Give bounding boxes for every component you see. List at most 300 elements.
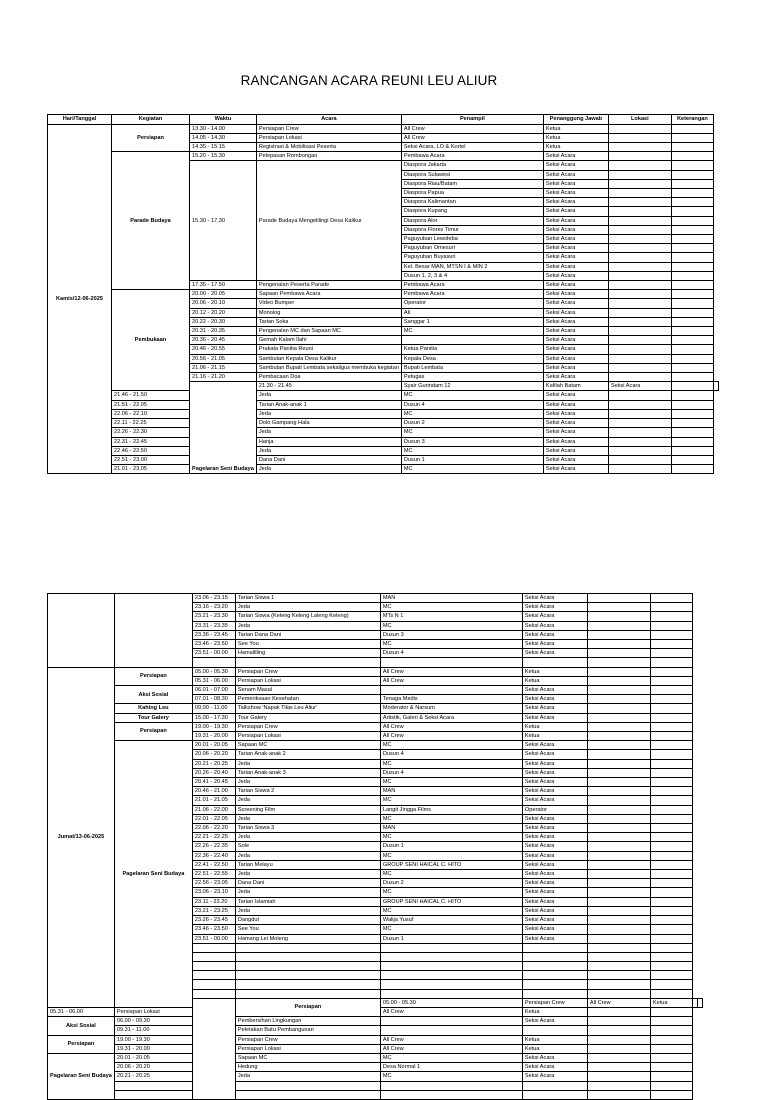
table-row [48, 290, 719, 299]
keterangan-cell [650, 879, 692, 888]
penampil-cell: Dusun 1 [401, 455, 543, 464]
col-header-penampil: Penampil [401, 115, 543, 125]
kegiatan-cell: Pagelaran Seni Budaya [48, 1054, 115, 1100]
lokasi-cell [608, 299, 671, 308]
lokasi-cell [587, 750, 650, 759]
penanggung-jawab-cell: Seksi Acara [543, 465, 608, 474]
keterangan-cell [650, 989, 692, 998]
penanggung-jawab-cell: Seksi Acara [522, 796, 587, 805]
table-row [48, 400, 719, 409]
keterangan-cell [650, 962, 692, 971]
keterangan-cell [671, 179, 713, 188]
waktu-cell: 19.00 - 19.30 [114, 1035, 192, 1044]
penampil-cell: Seksi Acara, LO & Kortel [401, 143, 543, 152]
keterangan-cell [671, 299, 713, 308]
penanggung-jawab-cell: Seksi Acara [522, 640, 587, 649]
lokasi-cell [587, 768, 650, 777]
penampil-cell: All Crew [380, 1008, 522, 1017]
penampil-cell: MC [380, 925, 522, 934]
waktu-cell: 05.31 - 06.00 [48, 1008, 115, 1017]
table-row [48, 594, 703, 603]
lokasi-cell [608, 225, 671, 234]
penampil-cell: All Crew [380, 676, 522, 685]
waktu-cell: 20.46 - 20.55 [190, 345, 257, 354]
penanggung-jawab-cell: Ketua [650, 998, 692, 1007]
acara-cell: Jeda [256, 409, 401, 418]
lokasi-cell [671, 382, 713, 391]
penanggung-jawab-cell: Seksi Acara [543, 207, 608, 216]
acara-cell: Hedung [235, 1063, 380, 1072]
waktu-cell: 23.06 - 23.15 [192, 594, 235, 603]
lokasi-cell [587, 732, 650, 741]
lokasi-cell [608, 170, 671, 179]
lokasi-cell [587, 888, 650, 897]
table-row [48, 1063, 703, 1072]
penampil-cell [380, 658, 522, 667]
waktu-cell: 22.51 - 22.55 [192, 870, 235, 879]
table-row [48, 455, 719, 464]
lokasi-cell [608, 207, 671, 216]
acara-cell: Persiapan Lokasi [256, 133, 401, 142]
keterangan-cell [671, 373, 713, 382]
lokasi-cell [608, 244, 671, 253]
keterangan-cell [650, 630, 692, 639]
waktu-cell: 23.51 - 00.00 [192, 649, 235, 658]
lokasi-cell [608, 373, 671, 382]
keterangan-cell [650, 722, 692, 731]
waktu-cell [192, 943, 235, 952]
penampil-cell: Tenaga Medis [380, 695, 522, 704]
keterangan-cell [650, 971, 692, 980]
keterangan-cell [671, 271, 713, 280]
kegiatan-cell: Persiapan [112, 124, 190, 152]
acara-cell: Persiapan Crew [235, 1035, 380, 1044]
waktu-cell: 15.20 - 15.30 [190, 152, 257, 161]
keterangan-cell [650, 888, 692, 897]
penanggung-jawab-cell: Seksi Acara [522, 741, 587, 750]
penampil-cell: MC [380, 906, 522, 915]
waktu-cell: 22.06 - 22.10 [112, 409, 190, 418]
keterangan-cell [650, 612, 692, 621]
acara-cell: Dangdut [235, 916, 380, 925]
lokasi-cell [587, 824, 650, 833]
penanggung-jawab-cell [522, 989, 587, 998]
lokasi-cell [608, 446, 671, 455]
acara-cell: Jeda [256, 391, 401, 400]
waktu-cell: 21.01 - 23.05 [112, 465, 190, 474]
penanggung-jawab-cell: Seksi Acara [543, 373, 608, 382]
keterangan-cell [650, 787, 692, 796]
waktu-cell: 06.00 - 09.30 [114, 1017, 192, 1026]
penampil-cell: MC [401, 428, 543, 437]
waktu-cell: 20.21 - 20.25 [114, 1072, 192, 1081]
penampil-cell: Langit Jingga Films [380, 805, 522, 814]
kegiatan-cell: Pembukaan [112, 290, 190, 391]
keterangan-cell [671, 281, 713, 290]
penampil-cell: Diaspora Riau/Batam [401, 179, 543, 188]
col-header-penanggung-jawab: Penanggung Jawab [543, 115, 608, 125]
acara-cell: Jeda [235, 759, 380, 768]
acara-cell: Pembersihan Lingkungan [235, 1017, 380, 1026]
penampil-cell: Paguyuban Buyasuri [401, 253, 543, 262]
penanggung-jawab-cell: Seksi Acara [522, 759, 587, 768]
keterangan-cell [650, 686, 692, 695]
lokasi-cell [608, 161, 671, 170]
penampil-cell: All Crew [401, 124, 543, 133]
waktu-cell: 07.01 - 08.30 [192, 695, 235, 704]
penampil-cell: GROUP SENI HAICAL C. HITO [380, 860, 522, 869]
lokasi-cell [587, 603, 650, 612]
lokasi-cell [587, 860, 650, 869]
waktu-cell: 20.06 - 20.20 [192, 750, 235, 759]
penampil-cell [380, 971, 522, 980]
waktu-cell: 14.05 - 14.30 [190, 133, 257, 142]
penanggung-jawab-cell: Seksi Acara [543, 317, 608, 326]
penampil-cell: Moderator & Narsum [380, 704, 522, 713]
lokasi-cell [608, 189, 671, 198]
keterangan-cell [697, 998, 702, 1007]
waktu-cell: 13.30 - 14.00 [190, 124, 257, 133]
penampil-cell: All Crew [380, 732, 522, 741]
schedule-table-page-1 [47, 114, 719, 474]
penanggung-jawab-cell: Operator [522, 805, 587, 814]
document-title: RANCANGAN ACARA REUNI LEU ALIUR [240, 73, 498, 88]
lokasi-cell [587, 805, 650, 814]
lokasi-cell [587, 612, 650, 621]
acara-cell: See You [235, 925, 380, 934]
penampil-cell: MAN [380, 824, 522, 833]
waktu-cell: 22.36 - 22.40 [192, 851, 235, 860]
penanggung-jawab-cell [522, 952, 587, 961]
keterangan-cell [650, 750, 692, 759]
lokasi-cell [608, 133, 671, 142]
penampil-cell: All Crew [587, 998, 650, 1007]
acara-cell [235, 962, 380, 971]
penanggung-jawab-cell: Seksi Acara [543, 446, 608, 455]
waktu-cell: 22.46 - 22.50 [112, 446, 190, 455]
lokasi-cell [587, 870, 650, 879]
acara-cell: Syair Gurindam 12 [401, 382, 543, 391]
waktu-cell: 21.06 - 21.15 [190, 363, 257, 372]
acara-cell: Persiapan Lokasi [235, 732, 380, 741]
keterangan-cell [650, 778, 692, 787]
table-row [48, 1017, 703, 1026]
acara-cell: Screening Film [235, 805, 380, 814]
keterangan-cell [650, 768, 692, 777]
keterangan-cell [671, 207, 713, 216]
lokasi-cell [587, 842, 650, 851]
penampil-cell: Kafilah Batam [543, 382, 608, 391]
penanggung-jawab-cell: Seksi Acara [522, 870, 587, 879]
penanggung-jawab-cell [522, 962, 587, 971]
acara-cell: Persiapan Lokasi [235, 1044, 380, 1053]
acara-cell: Sambutan Bupati Lembata sekaligus membuka kegiatan [256, 363, 401, 372]
acara-cell [235, 989, 380, 998]
kegiatan-cell: Persiapan [48, 1035, 115, 1053]
waktu-cell: 22.41 - 22.50 [192, 860, 235, 869]
lokasi-cell [608, 428, 671, 437]
penanggung-jawab-cell: Seksi Acara [522, 630, 587, 639]
penanggung-jawab-cell: Seksi Acara [522, 612, 587, 621]
penampil-cell: MC [380, 814, 522, 823]
waktu-cell: 20.46 - 21.00 [192, 787, 235, 796]
keterangan-cell [671, 455, 713, 464]
keterangan-cell [650, 649, 692, 658]
penanggung-jawab-cell: Seksi Acara [543, 170, 608, 179]
penampil-cell: Dusun 4 [380, 750, 522, 759]
keterangan-cell [650, 1054, 692, 1063]
acara-cell: Persiapan Crew [522, 998, 587, 1007]
table-row [48, 409, 719, 418]
penampil-cell [380, 1090, 522, 1099]
lokasi-cell [608, 317, 671, 326]
penanggung-jawab-cell: Seksi Acara [522, 603, 587, 612]
waktu-cell: 19.31 - 20.00 [192, 732, 235, 741]
acara-cell: Gemah Kalam Ilahi [256, 336, 401, 345]
waktu-cell: 17.35 - 17.50 [190, 281, 257, 290]
penampil-cell: MC [380, 851, 522, 860]
lokasi-cell [587, 879, 650, 888]
keterangan-cell [671, 391, 713, 400]
acara-cell: Persiapan Crew [256, 124, 401, 133]
lokasi-cell [587, 943, 650, 952]
acara-cell: Sapaan Pembawa Acara [256, 290, 401, 299]
table-row [48, 124, 719, 133]
acara-cell: Pemeriksaan Kesehatan [235, 695, 380, 704]
waktu-cell: 20.06 - 20.10 [190, 299, 257, 308]
waktu-cell: 23.36 - 23.45 [192, 630, 235, 639]
penampil-cell [380, 943, 522, 952]
keterangan-cell [671, 345, 713, 354]
lokasi-cell [587, 796, 650, 805]
keterangan-cell [650, 713, 692, 722]
keterangan-cell [671, 216, 713, 225]
penanggung-jawab-cell: Seksi Acara [543, 455, 608, 464]
penanggung-jawab-cell: Seksi Acara [543, 345, 608, 354]
acara-cell: Pengenalan MC dan Sapaan MC [256, 327, 401, 336]
penampil-cell: MC [380, 778, 522, 787]
schedule-body-page-1 [48, 124, 719, 474]
penampil-cell: Kepala Desa [401, 354, 543, 363]
lokasi-cell [587, 952, 650, 961]
keterangan-cell [671, 253, 713, 262]
acara-cell: Dana Dani [256, 455, 401, 464]
waktu-cell [192, 980, 235, 989]
waktu-cell: 15.30 - 17.30 [190, 161, 257, 281]
penampil-cell: MC [380, 741, 522, 750]
penanggung-jawab-cell: Seksi Acara [543, 354, 608, 363]
acara-cell: Peletakan Batu Pembangunan [235, 1026, 380, 1035]
acara-cell: Jeda [235, 851, 380, 860]
penampil-cell: Diaspora Papua [401, 189, 543, 198]
penanggung-jawab-cell: Seksi Acara [543, 262, 608, 271]
penanggung-jawab-cell: Seksi Acara [543, 419, 608, 428]
penanggung-jawab-cell: Seksi Acara [608, 382, 671, 391]
waktu-cell: 20.31 - 20.35 [190, 327, 257, 336]
acara-cell: Jeda [235, 906, 380, 915]
waktu-cell: 20.41 - 20.45 [192, 778, 235, 787]
keterangan-cell [671, 143, 713, 152]
penanggung-jawab-cell: Seksi Acara [522, 686, 587, 695]
lokasi-cell [587, 980, 650, 989]
acara-cell: Pelepasan Rombongan [256, 152, 401, 161]
lokasi-cell [608, 198, 671, 207]
lokasi-cell [587, 1063, 650, 1072]
lokasi-cell [587, 722, 650, 731]
waktu-cell: 15.00 - 17.30 [192, 713, 235, 722]
lokasi-cell [608, 308, 671, 317]
acara-cell: Tarian Siswa 2 [235, 787, 380, 796]
penampil-cell [380, 686, 522, 695]
penampil-cell: MC [380, 870, 522, 879]
lokasi-cell [608, 235, 671, 244]
acara-cell: Jeda [235, 603, 380, 612]
acara-cell: Tarian Islamiah [235, 897, 380, 906]
penampil-cell: Operator [401, 299, 543, 308]
penampil-cell: MC [401, 391, 543, 400]
penanggung-jawab-cell [522, 1081, 587, 1090]
penanggung-jawab-cell: Seksi Acara [543, 428, 608, 437]
penanggung-jawab-cell: Ketua [543, 124, 608, 133]
kegiatan-cell: Persiapan [114, 667, 192, 685]
day-cell [192, 998, 235, 1099]
penanggung-jawab-cell: Seksi Acara [543, 391, 608, 400]
keterangan-cell [650, 741, 692, 750]
penanggung-jawab-cell: Seksi Acara [522, 713, 587, 722]
waktu-cell: 23.16 - 23.20 [192, 603, 235, 612]
lokasi-cell [587, 897, 650, 906]
penampil-cell: MC [401, 409, 543, 418]
kegiatan-cell: Aksi Sosial [48, 1017, 115, 1035]
keterangan-cell [650, 603, 692, 612]
lokasi-cell [587, 695, 650, 704]
lokasi-cell [608, 363, 671, 372]
lokasi-cell [608, 262, 671, 271]
keterangan-cell [650, 594, 692, 603]
keterangan-cell [650, 833, 692, 842]
penanggung-jawab-cell: Seksi Acara [543, 327, 608, 336]
table-row [48, 1026, 703, 1035]
table-row [48, 704, 703, 713]
penanggung-jawab-cell: Seksi Acara [522, 1063, 587, 1072]
lokasi-cell [608, 179, 671, 188]
keterangan-cell [671, 308, 713, 317]
waktu-cell: 20.12 - 20.20 [190, 308, 257, 317]
table-row [48, 1054, 703, 1063]
acara-cell [235, 980, 380, 989]
penanggung-jawab-cell: Seksi Acara [522, 1072, 587, 1081]
lokasi-cell [608, 281, 671, 290]
acara-cell: Dolo Gampang Hala [256, 419, 401, 428]
penanggung-jawab-cell: Seksi Acara [543, 161, 608, 170]
acara-cell: Jeda [256, 428, 401, 437]
penampil-cell: Dusun 4 [380, 768, 522, 777]
waktu-cell: 09.31 - 11.00 [114, 1026, 192, 1035]
penampil-cell: Diaspora Flores Timur [401, 225, 543, 234]
penampil-cell: MC [380, 621, 522, 630]
keterangan-cell [650, 934, 692, 943]
waktu-cell: 06.01 - 07.00 [192, 686, 235, 695]
col-header-keterangan: Keterangan [671, 115, 713, 125]
waktu-cell [192, 952, 235, 961]
waktu-cell [192, 971, 235, 980]
penampil-cell: Pembawa Acara [401, 281, 543, 290]
penanggung-jawab-cell: Ketua [522, 1035, 587, 1044]
penanggung-jawab-cell: Seksi Acara [543, 281, 608, 290]
keterangan-cell [650, 805, 692, 814]
acara-cell: Hamalilling [235, 649, 380, 658]
penanggung-jawab-cell: Seksi Acara [543, 216, 608, 225]
penampil-cell: All Crew [380, 1035, 522, 1044]
keterangan-cell [671, 290, 713, 299]
penanggung-jawab-cell: Seksi Acara [543, 179, 608, 188]
table-row [48, 1090, 703, 1099]
lokasi-cell [587, 989, 650, 998]
penampil-cell: MC [380, 796, 522, 805]
lokasi-cell [608, 354, 671, 363]
penanggung-jawab-cell: Seksi Acara [522, 768, 587, 777]
penampil-cell: Dusun 2 [380, 879, 522, 888]
waktu-cell: 05.00 - 05.30 [380, 998, 522, 1007]
lokasi-cell [587, 778, 650, 787]
lokasi-cell [587, 741, 650, 750]
penampil-cell: All Crew [380, 722, 522, 731]
lokasi-cell [587, 594, 650, 603]
acara-cell: Hanja [256, 437, 401, 446]
penampil-cell: Artistik, Galeri & Seksi Acara [380, 713, 522, 722]
acara-cell: Pengenalan Peserta Parade [256, 281, 401, 290]
penanggung-jawab-cell: Seksi Acara [543, 400, 608, 409]
waktu-cell: 23.51 - 00.00 [192, 934, 235, 943]
waktu-cell: 22.21 - 22.25 [192, 833, 235, 842]
table-row [48, 446, 719, 455]
keterangan-cell [650, 695, 692, 704]
waktu-cell: 20.00 - 20.05 [190, 290, 257, 299]
acara-cell: Sambutan Kepala Desa Kalikur [256, 354, 401, 363]
waktu-cell: 20.01 - 20.05 [192, 741, 235, 750]
penampil-cell: Dusun 1, 2, 3 & 4 [401, 271, 543, 280]
waktu-cell: 05.31 - 06.00 [192, 676, 235, 685]
penampil-cell: Diaspora Alor [401, 216, 543, 225]
penanggung-jawab-cell: Seksi Acara [522, 814, 587, 823]
penanggung-jawab-cell: Seksi Acara [543, 290, 608, 299]
keterangan-cell [650, 824, 692, 833]
acara-cell: Sapaan MC [235, 1054, 380, 1063]
penampil-cell: MC [380, 1054, 522, 1063]
waktu-cell: 23.06 - 23.10 [192, 888, 235, 897]
penanggung-jawab-cell: Seksi Acara [522, 787, 587, 796]
table-row [48, 465, 719, 474]
lokasi-cell [608, 216, 671, 225]
keterangan-cell [650, 621, 692, 630]
acara-cell: Tarian Siswa 3 [235, 824, 380, 833]
keterangan-cell [650, 842, 692, 851]
lokasi-cell [608, 465, 671, 474]
penanggung-jawab-cell: Seksi Acara [522, 851, 587, 860]
penanggung-jawab-cell: Seksi Acara [543, 189, 608, 198]
penampil-cell: Petugas [401, 373, 543, 382]
waktu-cell: 20.36 - 20.45 [190, 336, 257, 345]
penampil-cell: Dusun 3 [401, 437, 543, 446]
penanggung-jawab-cell: Seksi Acara [543, 253, 608, 262]
waktu-cell: 23.21 - 23.25 [192, 906, 235, 915]
acara-cell: Jeda [235, 1072, 380, 1081]
penanggung-jawab-cell: Seksi Acara [543, 363, 608, 372]
lokasi-cell [587, 658, 650, 667]
waktu-cell: 21.51 - 22.05 [112, 400, 190, 409]
acara-cell: Jeda [235, 888, 380, 897]
keterangan-cell [650, 851, 692, 860]
